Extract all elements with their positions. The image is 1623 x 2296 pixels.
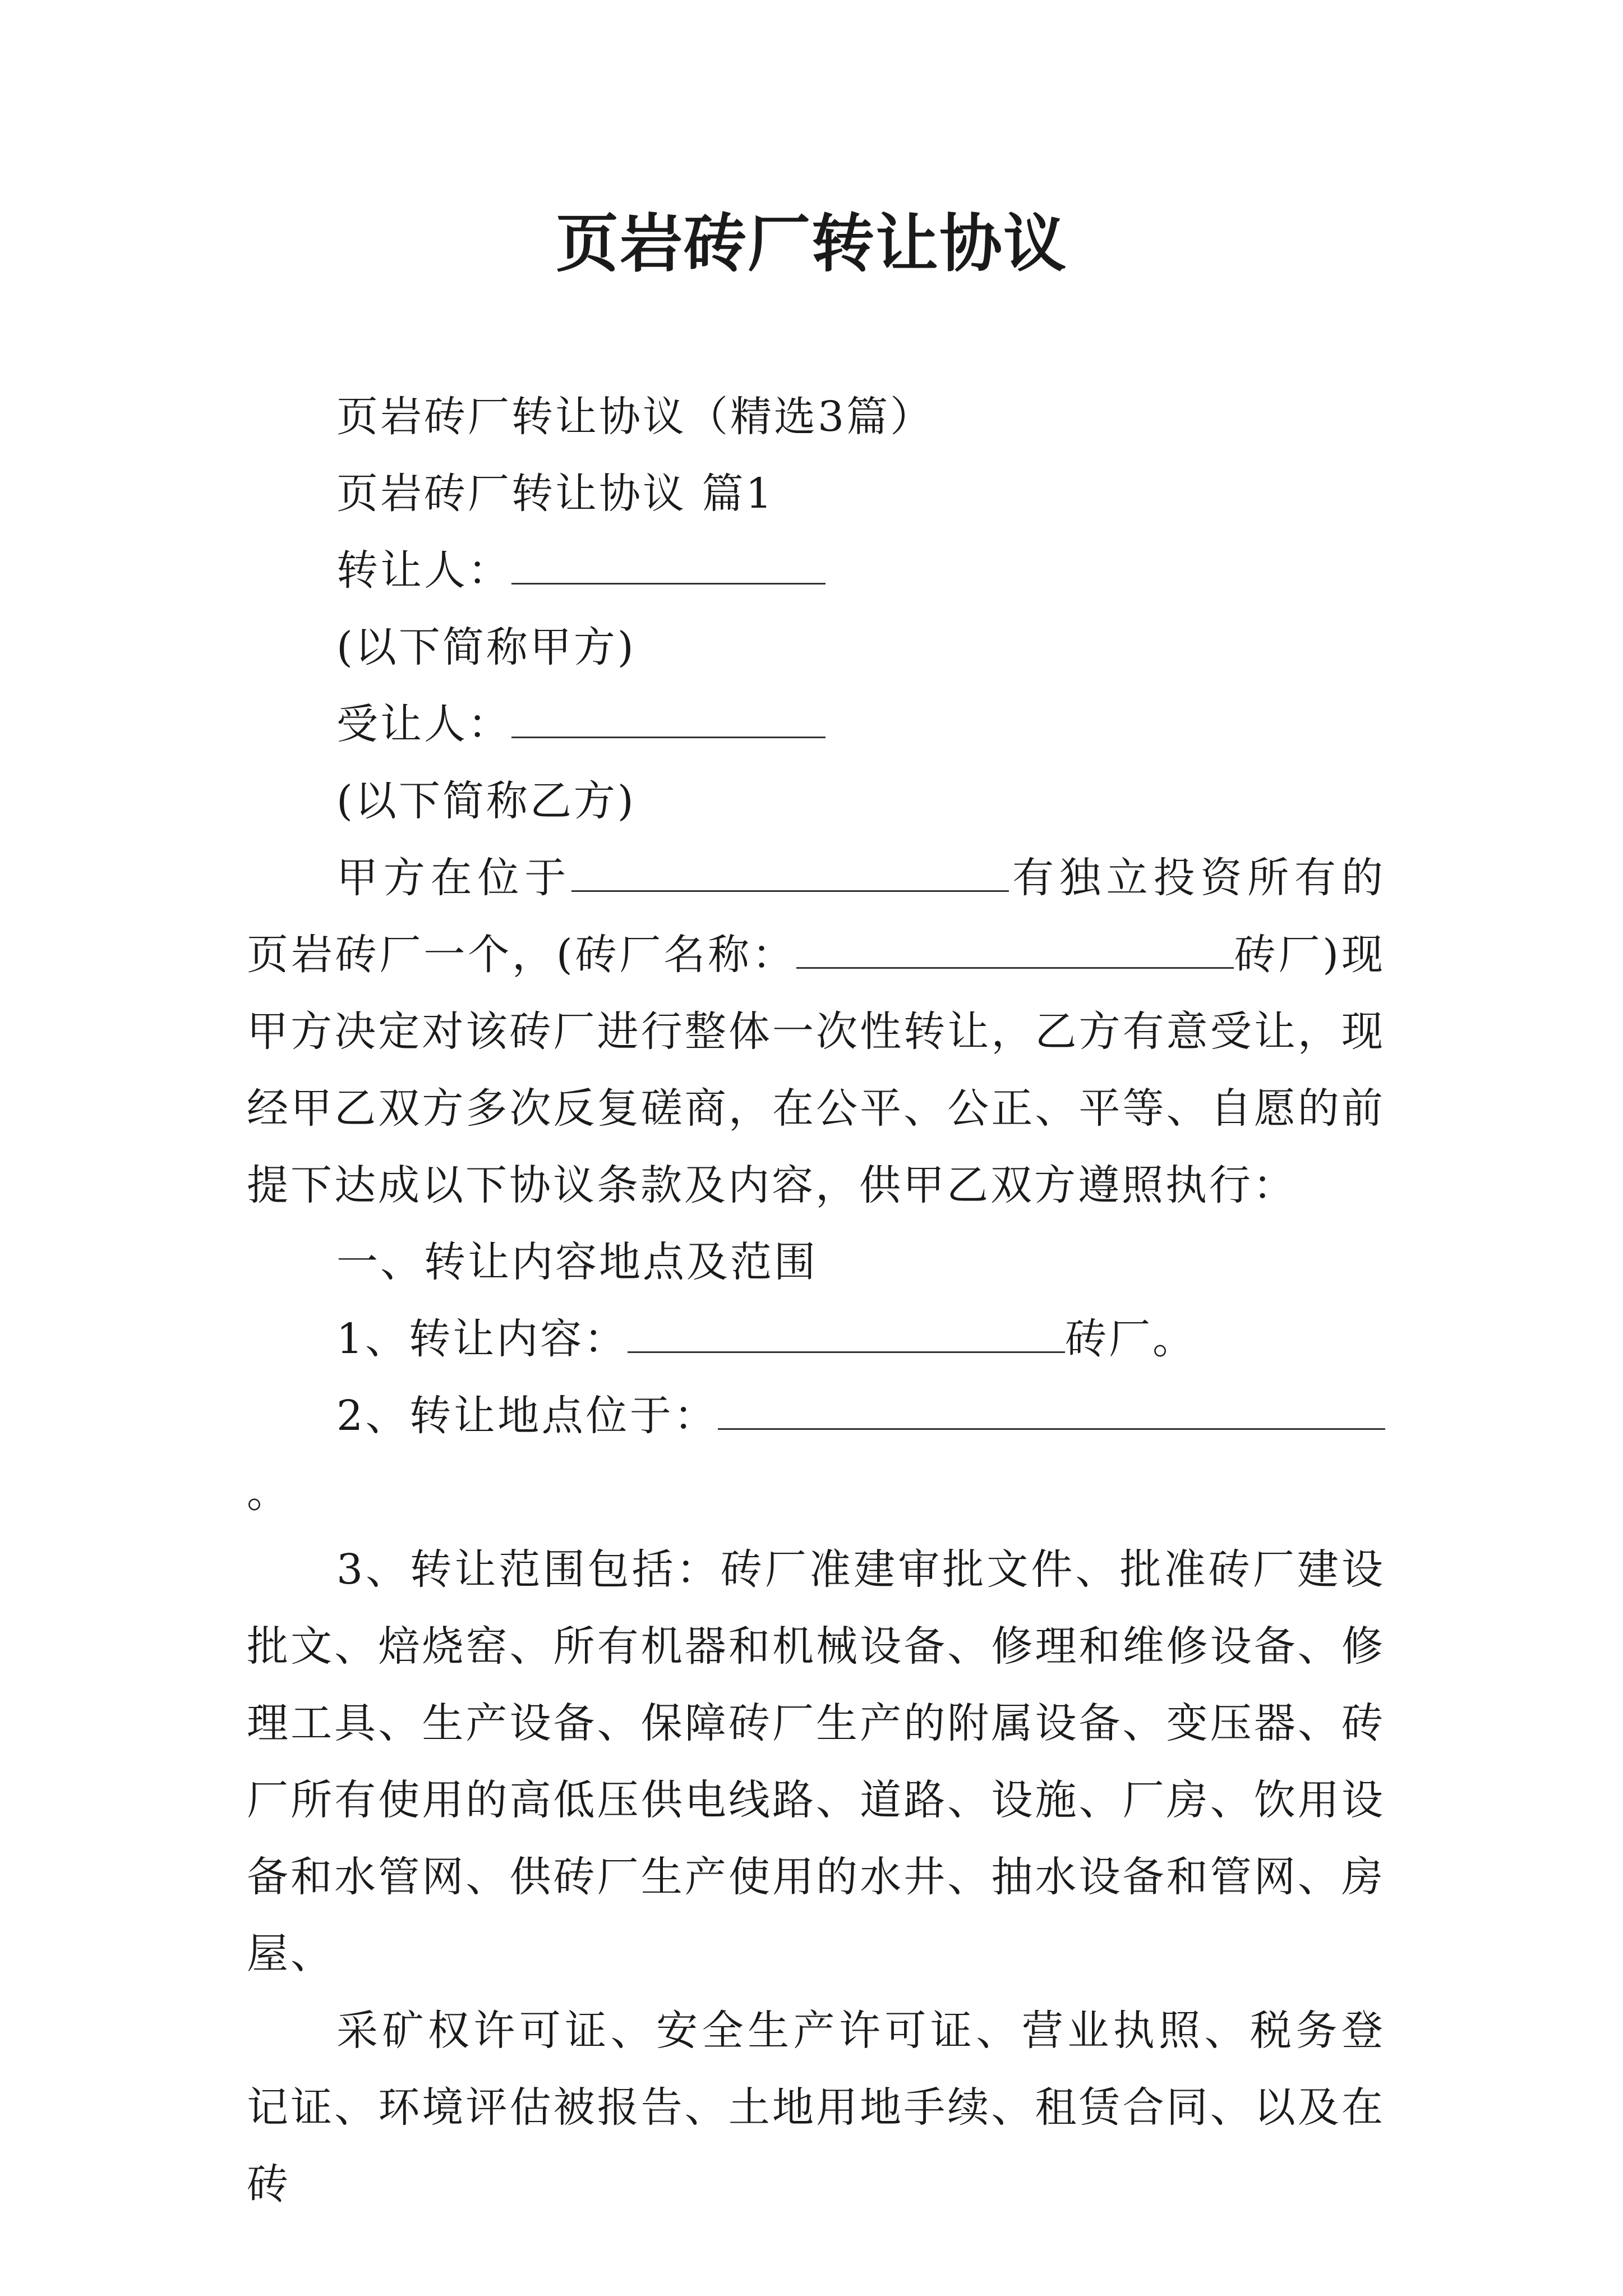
section-heading-1: 一、转让内容地点及范围 — [336, 1238, 818, 1286]
factory-name-blank — [796, 933, 1234, 969]
transferor-label: 转让人： — [336, 546, 511, 595]
item-3: 3、转让范围包括：砖厂准建审批文件、批准砖厂建设批文、焙烧窑、所有机器和机械设备、修理和维修设备、修理工具、生产设备、保障砖厂生产的附属设备、变压器、砖厂所有使用的高低压供电线路、道路、设施、厂房、饮用设备和水管网、供砖厂生产使用的水井、抽水设备和管网、房屋、 — [247, 1545, 1385, 1978]
document-title: 页岩砖厂转让协议 — [556, 208, 1067, 280]
transferee-blank — [511, 703, 826, 738]
subtitle: 页岩砖厂转让协议（精选3篇） — [336, 393, 934, 441]
item-1-label: 1、转让内容： — [336, 1315, 628, 1363]
party-a-note: (以下简称甲方) — [336, 623, 636, 671]
intro-part-a: 甲方在位于 — [336, 854, 572, 902]
item-2 — [247, 1378, 1385, 1531]
document-body — [247, 379, 1385, 2223]
item-3-continued: 采矿权许可证、安全生产许可证、营业执照、税务登记证、环境评估被报告、土地用地手续、租赁合同、以及在砖 — [247, 2007, 1385, 2208]
item-1 — [247, 1301, 1385, 1378]
transferor-blank — [511, 549, 826, 585]
party-b-note: (以下简称乙方) — [336, 777, 636, 825]
intro-part-b: 有独立投资所有的页岩砖厂一个，(砖厂名称： — [247, 854, 1386, 979]
address-blank — [718, 1395, 1385, 1430]
transferee-line — [247, 686, 1385, 763]
intro-part-c: 砖厂)现甲方决定对该砖厂进行整体一次性转让，乙方有意受让，现经甲乙双方多次反复磋商，在公平、公正、平等、自愿的前提下达成以下协议条款及内容，供甲乙双方遵照执行： — [247, 931, 1385, 1209]
transferor-line — [247, 532, 1385, 609]
location-blank — [571, 857, 1009, 892]
item-1-suffix: 砖厂。 — [1065, 1315, 1197, 1363]
item-2-label: 2、转让地点位于： — [336, 1392, 718, 1440]
part-heading: 页岩砖厂转让协议 篇1 — [336, 470, 774, 518]
content-blank — [628, 1318, 1065, 1353]
intro-paragraph — [247, 840, 1385, 1224]
item-2-suffix: 。 — [247, 1469, 291, 1517]
transferee-label: 受让人： — [336, 700, 511, 748]
